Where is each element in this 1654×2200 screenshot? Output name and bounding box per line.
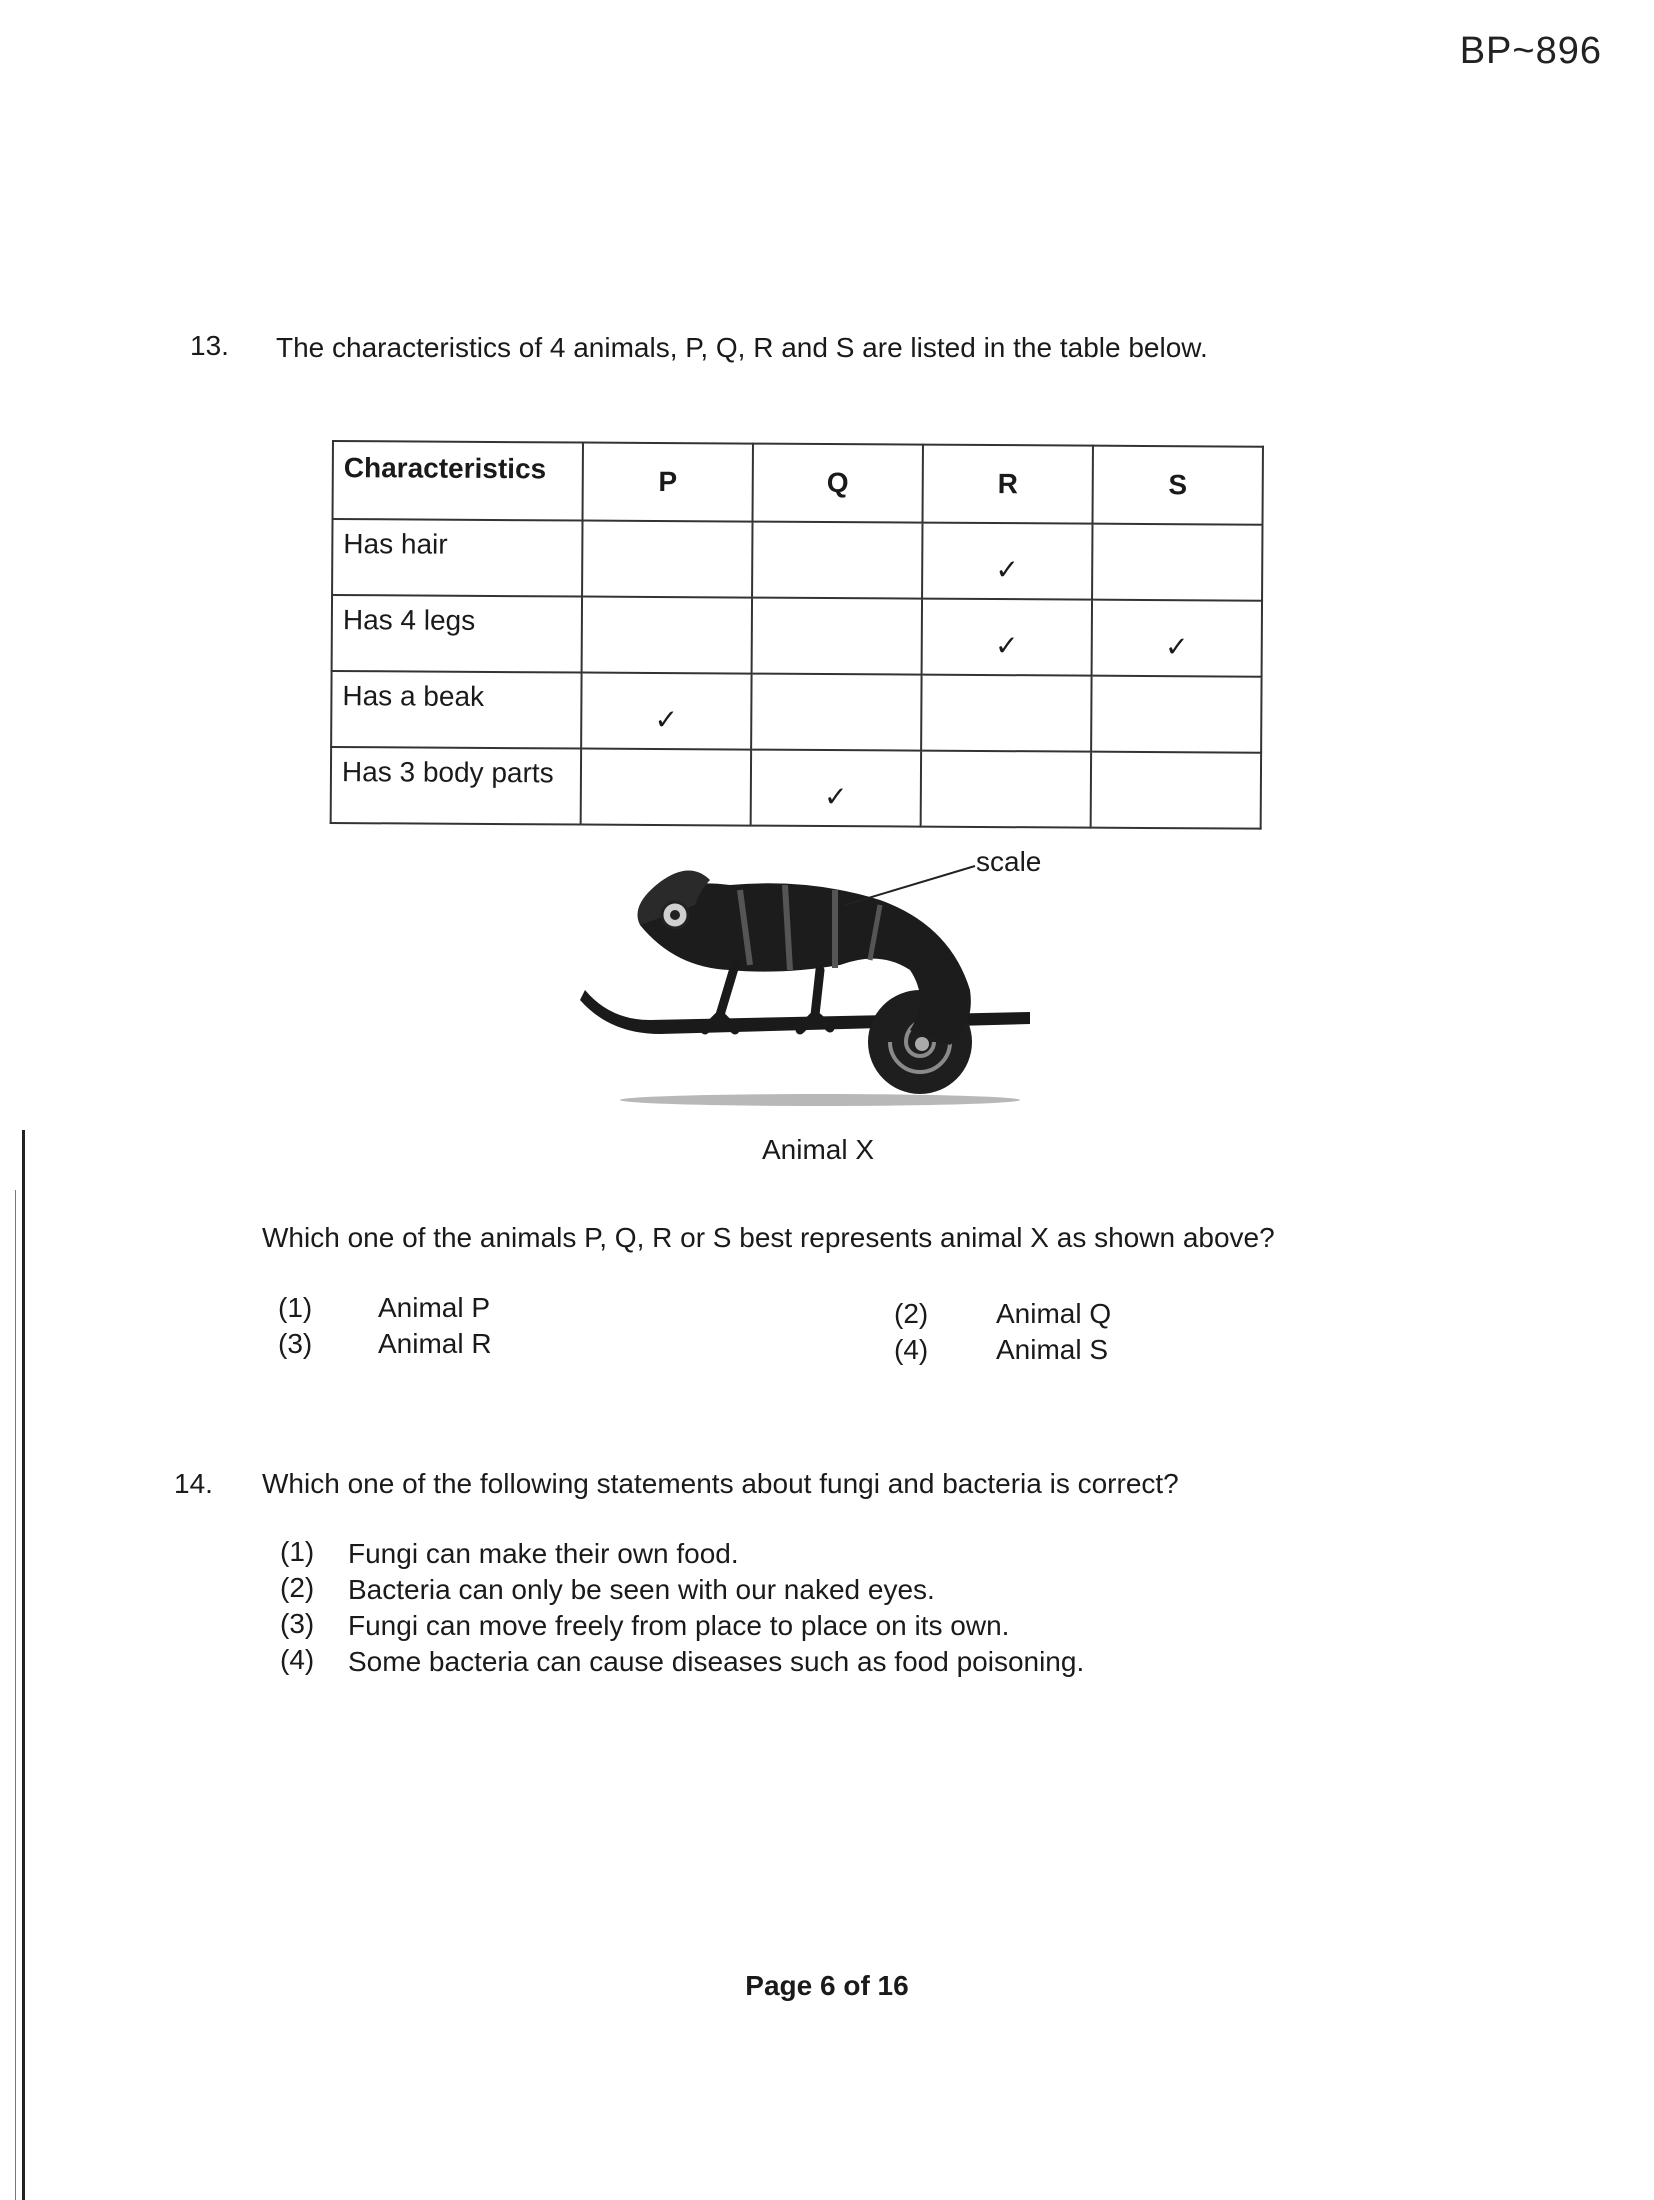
column-header-r: R: [923, 445, 1093, 524]
table-cell: [1091, 752, 1261, 829]
question-14-number: 14.: [174, 1468, 213, 1499]
scale-label: scale: [976, 846, 1042, 877]
table-cell: [922, 523, 1092, 600]
table-row: [332, 519, 1262, 601]
option-text[interactable]: Bacteria can only be seen with our naked eyes.: [348, 1574, 935, 1605]
table-row: [332, 595, 1262, 677]
check-mark: ✓: [654, 703, 679, 735]
table-header-row: [333, 441, 1263, 525]
table-cell: [921, 751, 1091, 828]
table-cell: [1091, 676, 1261, 753]
option-text[interactable]: Fungi can move freely from place to place on its own.: [348, 1610, 1010, 1641]
row-label: Has hair: [332, 519, 582, 597]
option-number: (2): [894, 1298, 929, 1329]
row-label: Has 3 body parts: [331, 747, 581, 825]
option-number: (3): [278, 1328, 313, 1359]
table-cell: [752, 598, 922, 675]
option-number: (4): [894, 1334, 929, 1365]
option-text[interactable]: Fungi can make their own food.: [348, 1538, 739, 1569]
row-label: Has 4 legs: [332, 595, 582, 673]
option-text[interactable]: Animal Q: [996, 1298, 1112, 1329]
table-cell: [751, 674, 921, 751]
paper-code: BP~896: [1459, 30, 1602, 72]
check-mark: ✓: [1164, 630, 1189, 662]
option-text[interactable]: Animal S: [996, 1334, 1109, 1365]
row-label: Has a beak: [331, 671, 581, 749]
scan-edge-line: [22, 1130, 25, 2200]
column-header-q: Q: [753, 444, 923, 523]
table-cell: [752, 522, 922, 599]
option-number: (1): [278, 1292, 313, 1323]
table-cell: [1092, 524, 1262, 601]
table-cell: [1092, 600, 1262, 677]
page-number: Page 6 of 16: [745, 1970, 909, 2001]
option-number: (4): [280, 1644, 315, 1675]
table-corner-header: Characteristics: [333, 441, 583, 521]
table-cell: [581, 749, 751, 826]
column-header-p: P: [583, 443, 753, 522]
question-14-text: Which one of the following statements about fungi and bacteria is correct?: [262, 1468, 1179, 1499]
table-cell: [921, 675, 1091, 752]
figure-caption: Animal X: [762, 1134, 875, 1165]
question-13-text: Which one of the animals P, Q, R or S best represents animal X as shown above?: [262, 1222, 1275, 1253]
table-cell: [582, 521, 752, 598]
option-text[interactable]: Animal R: [378, 1328, 492, 1359]
table-cell: [581, 673, 751, 750]
check-mark: ✓: [995, 553, 1020, 585]
option-number: (3): [280, 1608, 315, 1639]
table-row: [331, 747, 1261, 829]
question-13-prompt: The characteristics of 4 animals, P, Q, R and S are listed in the table below.: [276, 332, 1208, 363]
characteristics-table: [330, 440, 1264, 830]
option-number: (1): [280, 1536, 315, 1567]
check-mark: ✓: [824, 780, 848, 812]
scan-edge-line-faint: [15, 1190, 16, 2200]
option-text[interactable]: Animal P: [378, 1292, 491, 1323]
table-row: [331, 671, 1261, 753]
check-mark: ✓: [994, 629, 1019, 661]
table-cell: [582, 597, 752, 674]
table-cell: [751, 750, 921, 827]
table-cell: [922, 599, 1092, 676]
column-header-s: S: [1093, 446, 1263, 525]
option-text[interactable]: Some bacteria can cause diseases such as food poisoning.: [348, 1646, 1085, 1677]
question-13-number: 13.: [190, 330, 229, 361]
option-number: (2): [280, 1572, 315, 1603]
